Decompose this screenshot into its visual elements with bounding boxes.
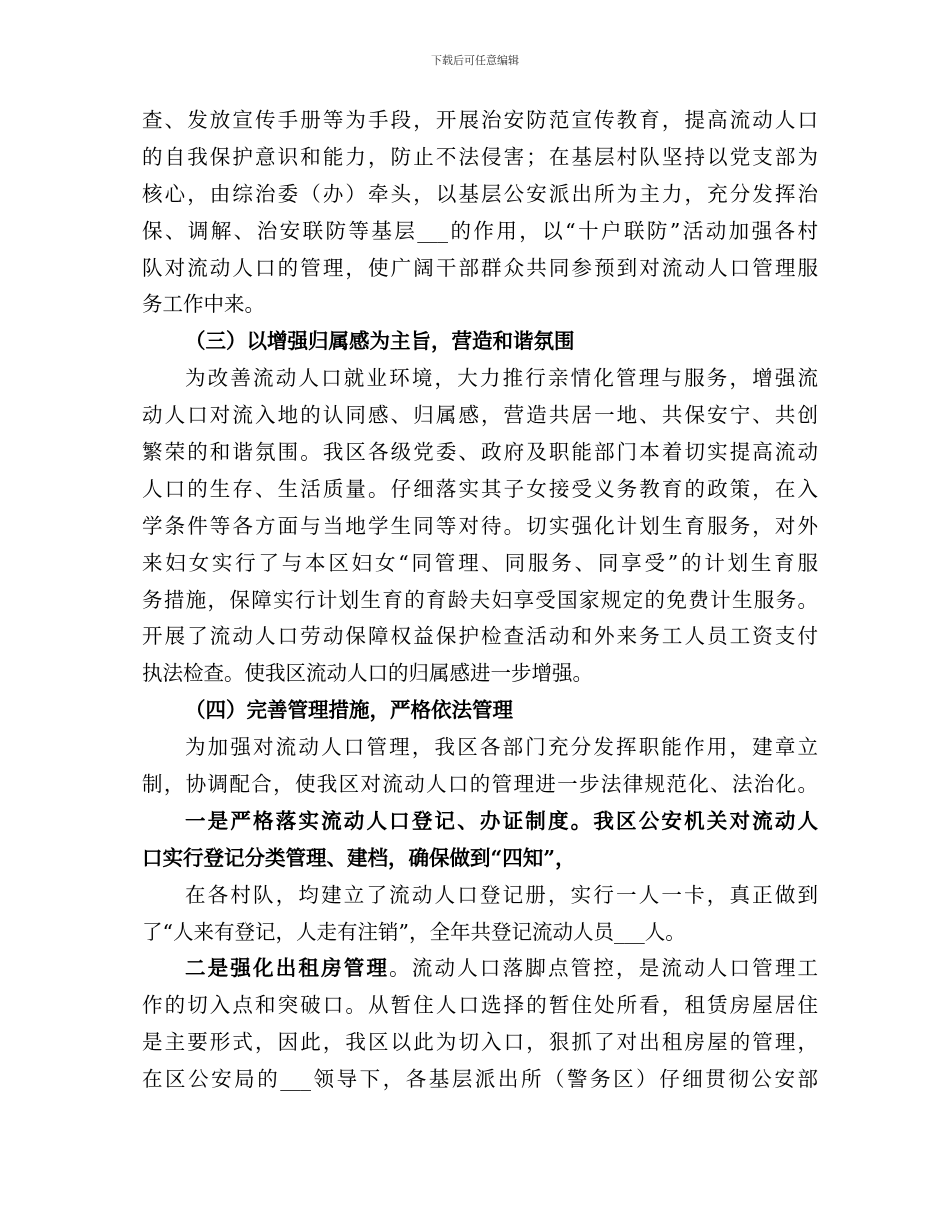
text-line: 在区公安局的___领导下，各基层派出所（警务区）仔细贯彻公安部 xyxy=(142,1067,818,1092)
text-line: 务措施，保障实行计划生育的育龄夫妇享受国家规定的免费计生服务。 xyxy=(142,587,818,612)
text-line: 开展了流动人口劳动保障权益保护检查活动和外来务工人员工资支付 xyxy=(142,624,818,649)
section-heading-4: （四）完善管理措施，严格依法管理 xyxy=(185,698,513,723)
text-line: 为加强对流动人口管理，我区各部门充分发挥职能作用，建章立 xyxy=(185,735,818,760)
text-line: 查、发放宣传手册等为手段，开展治安防范宣传教育，提高流动人口 xyxy=(142,108,818,132)
text-line: 作的切入点和突破口。从暂住人口选择的暂住处所看，租赁房屋居住 xyxy=(142,993,818,1018)
text-line: 繁荣的和谐氛围。我区各级党委、政府及职能部门本着切实提高流动 xyxy=(142,440,818,465)
text-line: 的自我保护意识和能力，防止不法侵害；在基层村队坚持以党支部为 xyxy=(142,144,818,169)
page-header: 下载后可任意编辑 xyxy=(431,54,519,67)
text-line: 来妇女实行了与本区妇女“同管理、同服务、同享受”的计划生育服 xyxy=(142,550,818,575)
document-body xyxy=(142,102,818,1098)
text-line: 学条件等各方面与当地学生同等对待。切实强化计划生育服务，对外 xyxy=(142,513,818,538)
lead-in-continuation: 。流动人口落脚点管控，是流动人口管理工 xyxy=(389,956,819,981)
text-line: 队对流动人口的管理，使广阔干部群众共同参预到对流动人口管理服 xyxy=(142,255,818,280)
bold-lead-in: 二是强化出租房管理 xyxy=(185,956,390,981)
text-line: 执法检查。使我区流动人口的归属感进一步增强。 xyxy=(142,661,593,686)
text-line: 制，协调配合，使我区对流动人口的管理进一步法律规范化、法治化。 xyxy=(142,772,818,797)
text-line: 务工作中来。 xyxy=(142,292,265,317)
text-line: 动人口对流入地的认同感、归属感，营造共居一地、共保安宁、共创 xyxy=(142,403,818,428)
text-line: 为改善流动人口就业环境，大力推行亲情化管理与服务，增强流 xyxy=(185,366,818,391)
text-line: 保、调解、治安联防等基层___的作用，以“十户联防”活动加强各村 xyxy=(142,218,818,243)
mixed-text-line xyxy=(142,950,818,987)
text-line: 了“人来有登记，人走有注销”，全年共登记流动人员___人。 xyxy=(142,919,686,944)
text-line: 核心，由综治委（办）牵头，以基层公安派出所为主力，充分发挥治 xyxy=(142,181,818,206)
text-line: 人口的生存、生活质量。仔细落实其子女接受义务教育的政策，在入 xyxy=(142,476,818,501)
text-line: 在各村队，均建立了流动人口登记册，实行一人一卡，真正做到 xyxy=(185,882,818,907)
section-heading-3: （三）以增强归属感为主旨，营造和谐氛围 xyxy=(185,329,575,354)
bold-text-line: 口实行登记分类管理、建档，确保做到“四知”， xyxy=(142,845,576,870)
bold-text-line: 一是严格落实流动人口登记、办证制度。我区公安机关对流动人 xyxy=(185,808,818,833)
text-line: 是主要形式，因此，我区以此为切入口，狠抓了对出租房屋的管理， xyxy=(142,1030,818,1055)
